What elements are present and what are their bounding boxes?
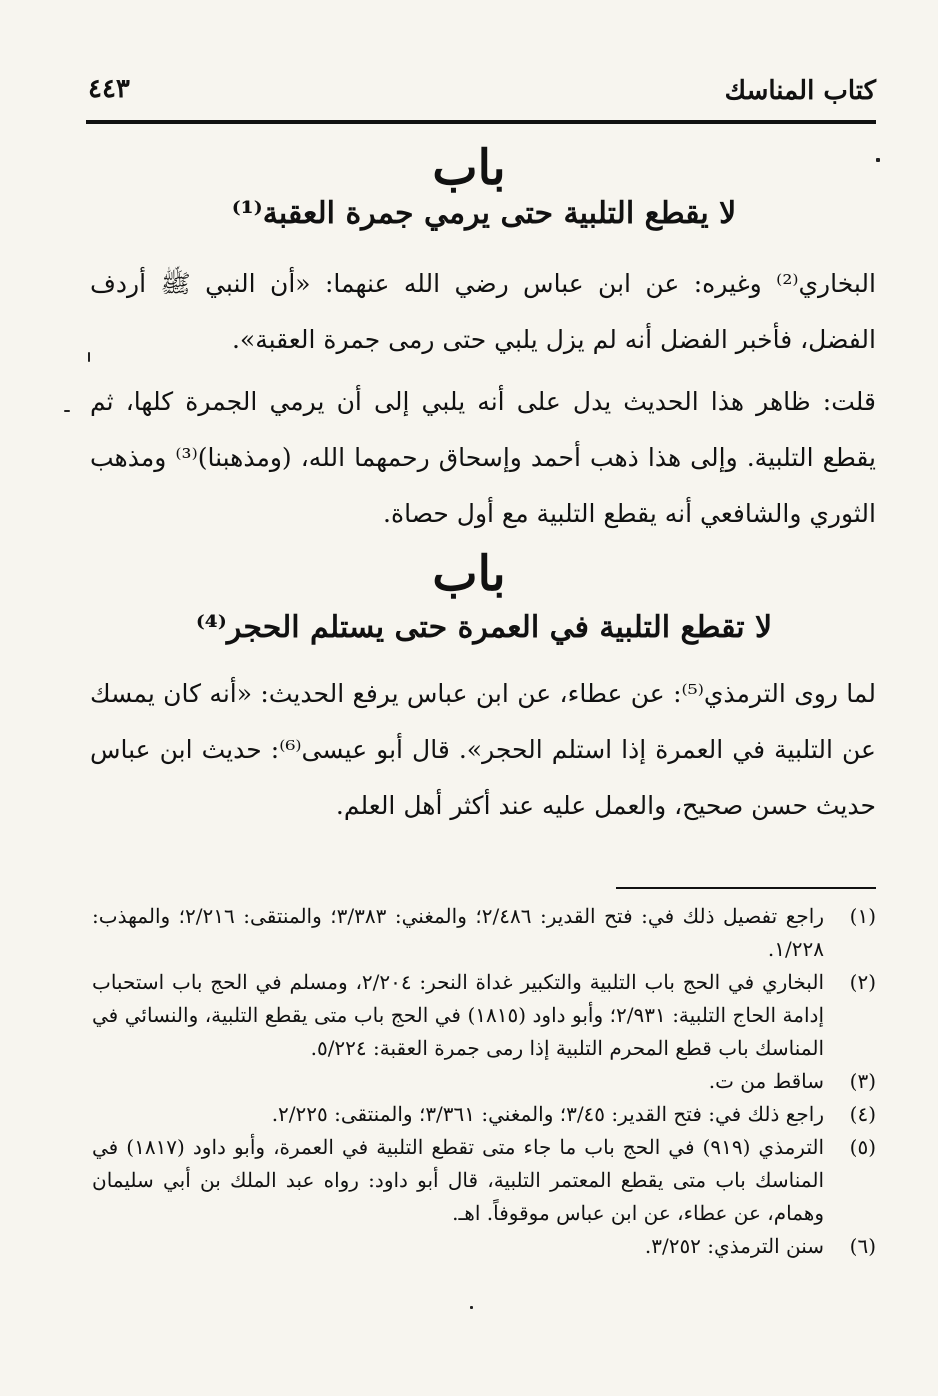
footnote-text: البخاري في الحج باب التلبية والتكبير غداة النحر: ٢/٢٠٤، ومسلم في الحج باب استحباب إدامة الحاج التلبية: ٢/٩٣١؛ وأبو داود (١٨١٥) في الحج باب متى يقطع التلبية، والنسائي في المناسك باب قطع المحرم التلبية إذا رمى جمرة العقبة: ٥/٢٢٤. [92,970,825,1060]
footnote-number: (٥) [849,1135,876,1159]
header-rule [86,120,876,124]
running-header [88,66,876,106]
footnote-text: الترمذي (٩١٩) في الحج باب ما جاء متى تقطع التلبية في العمرة، وأبو داود (١٨١٧) في المناسك باب متى يقطع المعتمر التلبية، قال أبو داود: رواه عبد الملك بن أبي سليمان وهمام، عن عطاء، عن ابن عباس موقوفاً. اهـ. [92,1135,825,1225]
scan-speck [876,158,880,162]
footnote-text: ساقط من ت. [708,1069,824,1093]
footnote-text: راجع ذلك في: فتح القدير: ٣/٤٥؛ والمغني: ٣/٣٦١؛ والمنتقى: ٢/٢٢٥. [271,1102,824,1126]
section-2-title: لا تقطع التلبية في العمرة حتى يستلم الحجر⁽⁴⁾ [195,610,773,645]
footnote-text: راجع تفصيل ذلك في: فتح القدير: ٢/٤٨٦؛ والمغني: ٣/٣٨٣؛ والمنتقى: ٢/٢١٦؛ والمهذب: ١/٢٢٨. [92,904,824,961]
footnote-number: (٢) [849,970,876,994]
footnote-number: (٣) [849,1069,876,1093]
section-1-paragraph-2: قلت: ظاهر هذا الحديث يدل على أنه يلبي إلى أن يرمي الجمرة كلها، ثم يقطع التلبية. وإلى هذا ذهب أحمد وإسحاق رحمهما الله، (ومذهبنا)⁽³⁾ ومذهب الثوري والشافعي أنه يقطع التلبية مع أول حصاة. [90,387,877,528]
section-2-paragraph-1: لما روى الترمذي⁽⁵⁾: عن عطاء، عن ابن عباس يرفع الحديث: «أنه كان يمسك عن التلبية في العمرة إذا استلم الحجر». قال أبو عيسى⁽⁶⁾: حديث ابن عباس حديث حسن صحيح، والعمل عليه عند أكثر أهل العلم. [90,679,876,820]
scan-speck [470,1306,473,1309]
section-2-bab-label: باب [432,546,506,602]
footnote [92,1065,876,1098]
footnote [92,1230,876,1263]
footnote [92,1098,876,1131]
scan-speck [64,410,70,412]
footnote [92,900,876,966]
footnote-number: (٤) [849,1102,876,1126]
page-number: ٤٤٣ [88,74,130,104]
footnote [92,966,876,1065]
footnote-number: (١) [849,904,876,928]
footnote-rule [616,887,876,889]
scan-speck [88,352,90,362]
footnote-number: (٦) [849,1234,876,1258]
running-title: كتاب المناسك [724,76,876,106]
section-1-paragraph-1: البخاري⁽²⁾ وغيره: عن ابن عباس رضي الله عنهما: «أن النبي ﷺ أردف الفضل، فأخبر الفضل أنه لم يزل يلبي حتى رمى جمرة العقبة». [90,269,876,354]
footnote [92,1131,876,1230]
footnotes [92,900,876,1263]
section-1-bab-label: باب [432,140,506,196]
section-1-title: لا يقطع التلبية حتى يرمي جمرة العقبة⁽¹⁾ [231,196,737,231]
footnote-text: سنن الترمذي: ٣/٢٥٢. [644,1234,824,1258]
